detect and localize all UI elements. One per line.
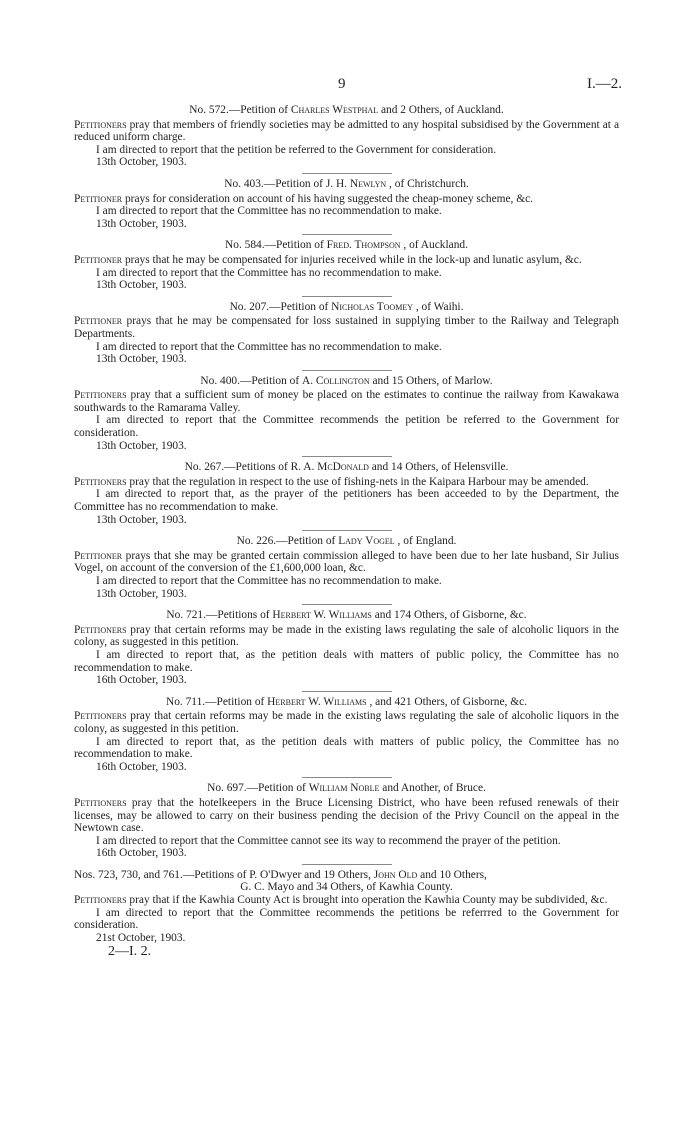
committee-report: I am directed to report that, as the petition deals with matters of public policy, the Committee has no recommendation to make. bbox=[74, 735, 619, 761]
petition-title: No. 226.—Petition of Lady Vogel , of England. bbox=[236, 535, 457, 548]
petition-prayer: Petitioners pray that the regulation in respect to the use of fishing-nets in the Kaipara Harbour may be amended. bbox=[74, 475, 589, 488]
committee-report: I am directed to report that the Committee recommends the petitions be referrred to the Government for consideration. bbox=[74, 906, 619, 932]
petition-prayer: Petitioner prays that she may be granted certain commission alleged to have been due to her late husband, Sir Julius Vogel, on account of the conversion of the £1,600,000 loan, &c. bbox=[74, 549, 619, 575]
petition-prayer: Petitioners pray that members of friendly societies may be admitted to any hospital subsidised by the Government at a reduced uniform charge. bbox=[74, 118, 620, 144]
petition-prayer: Petitioner prays that he may be compensated for injuries received while in the lock-up and lunatic asylum, &c. bbox=[74, 253, 582, 266]
report-date: 13th October, 1903. bbox=[96, 156, 187, 169]
petitioner-name: Herbert W. Williams bbox=[267, 695, 367, 708]
report-date: 16th October, 1903. bbox=[96, 760, 187, 773]
petitioner-name: Lady Vogel bbox=[338, 535, 395, 548]
page-number: 9 bbox=[338, 76, 346, 92]
petition-title: No. 572.—Petition of Charles Westphal and 2 Others, of Auckland. bbox=[189, 104, 504, 116]
committee-report: I am directed to report that the Committee has no recommendation to make. bbox=[96, 340, 442, 353]
section-divider bbox=[302, 370, 392, 371]
section-divider bbox=[302, 604, 392, 605]
committee-report: I am directed to report that the Committee cannot see its way to recommend the prayer of the petition. bbox=[96, 834, 561, 847]
document-reference: I.—2. bbox=[587, 76, 622, 92]
petition-entry bbox=[74, 301, 619, 371]
report-date: 16th October, 1903. bbox=[96, 847, 187, 860]
petitioner-name: Charles Westphal bbox=[290, 104, 379, 116]
section-divider bbox=[302, 296, 392, 297]
petition-title: No. 207.—Petition of Nicholas Toomey , of Waihi. bbox=[229, 300, 464, 313]
petition-title: No. 403.—Petition of J. H. Newlyn , of Christchurch. bbox=[224, 177, 469, 190]
petitioner-name: R. A. McDonald bbox=[290, 461, 369, 474]
petition-title: No. 584.—Petition of Fred. Thompson , of Auckland. bbox=[225, 239, 468, 252]
petition-entry bbox=[74, 239, 619, 296]
page-header bbox=[0, 76, 700, 94]
petitioner-name: William Noble bbox=[308, 782, 380, 795]
committee-report: I am directed to report that the Committee recommends the petition be referred to the Government for consideration. bbox=[74, 414, 619, 440]
petition-entry bbox=[74, 178, 619, 235]
section-divider bbox=[302, 456, 392, 457]
committee-report: I am directed to report that the Committee has no recommendation to make. bbox=[96, 575, 442, 587]
section-divider bbox=[302, 173, 392, 174]
report-date: 13th October, 1903. bbox=[96, 587, 187, 600]
section-divider bbox=[302, 691, 392, 692]
committee-report: I am directed to report that, as the petition deals with matters of public policy, the Committee has no recommendation to make. bbox=[74, 648, 619, 674]
petition-prayer: Petitioners pray that the hotelkeepers in the Bruce Licensing District, who have been refused renewals of their licenses, may be allowed to carry on their business pending the decision of the Privy Council on the appeal in the Newtown case. bbox=[74, 796, 619, 835]
committee-report: I am directed to report that, as the prayer of the petitioners has been acceeded to by the Department, the Committee has no recommendation to make. bbox=[74, 488, 619, 514]
report-date: 21st October, 1903. bbox=[96, 931, 186, 944]
petition-prayer: Petitioners pray that if the Kawhia County Act is brought into operation the Kawhia County may be subdivided, &c. bbox=[74, 894, 608, 907]
petitioner-name: Herbert W. Williams bbox=[272, 609, 372, 622]
section-divider bbox=[302, 530, 392, 531]
petition-entry bbox=[74, 535, 619, 605]
petition-title: No. 721.—Petitions of Herbert W. Williams and 174 Others, of Gisborne, &c. bbox=[166, 609, 527, 622]
report-date: 13th October, 1903. bbox=[96, 217, 187, 230]
petitioner-name: Nicholas Toomey bbox=[331, 300, 413, 313]
petitions-list bbox=[74, 104, 619, 959]
petition-entry bbox=[74, 609, 619, 692]
petition-entry bbox=[74, 782, 619, 865]
signature-reference: 2—I. 2. bbox=[108, 944, 152, 960]
petition-title: No. 267.—Petitions of R. A. McDonald and 14 Others, of Helensville. bbox=[184, 461, 509, 474]
petitioner-name: J. H. Newlyn bbox=[325, 177, 387, 190]
committee-report: I am directed to report that the petition be referred to the Government for consideration. bbox=[96, 143, 497, 156]
committee-report: I am directed to report that the Committee has no recommendation to make. bbox=[96, 205, 442, 218]
petition-prayer: Petitioners pray that certain reforms may be made in the existing laws regulating the sale of alcoholic liquors in the colony, as suggested in this petition. bbox=[74, 623, 619, 649]
petition-title: No. 697.—Petition of William Noble and Another, of Bruce. bbox=[207, 782, 486, 795]
petition-prayer: Petitioner prays for consideration on account of his having suggested the cheap-money scheme, &c. bbox=[74, 192, 534, 205]
petition-prayer: Petitioner prays that he may be compensated for loss sustained in supplying timber to the Railway and Telegraph Departments. bbox=[74, 315, 619, 340]
petitioner-name: Fred. Thompson bbox=[326, 239, 401, 252]
section-divider bbox=[302, 864, 392, 865]
petition-prayer: Petitioners pray that a sufficient sum of money be placed on the estimates to continue the railway from Kawakawa southwards to the Ramarama Valley. bbox=[74, 389, 619, 414]
petition-entry-kawhia bbox=[74, 869, 619, 959]
petition-title: No. 400.—Petition of A. Collington and 15 Others, of Marlow. bbox=[200, 374, 493, 387]
petition-title: No. 711.—Petition of Herbert W. Williams , and 421 Others, of Gisborne, &c. bbox=[165, 695, 528, 708]
petition-prayer: Petitioners pray that certain reforms may be made in the existing laws regulating the sale of alcoholic liquors in the colony, as suggested in this petition. bbox=[74, 710, 619, 735]
petition-entry bbox=[74, 375, 619, 458]
report-date: 13th October, 1903. bbox=[96, 513, 187, 526]
petitioner-name: A. Collington bbox=[302, 374, 370, 387]
petition-entry bbox=[74, 696, 619, 779]
report-date: 13th October, 1903. bbox=[96, 439, 187, 452]
petition-entry bbox=[74, 104, 619, 174]
section-divider bbox=[302, 234, 392, 235]
report-date: 13th October, 1903. bbox=[96, 279, 187, 292]
section-divider bbox=[302, 777, 392, 778]
petition-title: Nos. 723, 730, and 761.—Petitions of P. O'Dwyer and 19 Others, John Old and 10 Others, G. C. Mayo and 34 Others, of Kawhia County. bbox=[74, 868, 487, 894]
report-date: 13th October, 1903. bbox=[96, 353, 187, 366]
committee-report: I am directed to report that the Committee has no recommendation to make. bbox=[96, 266, 442, 279]
report-date: 16th October, 1903. bbox=[96, 674, 187, 687]
petition-entry bbox=[74, 461, 619, 531]
